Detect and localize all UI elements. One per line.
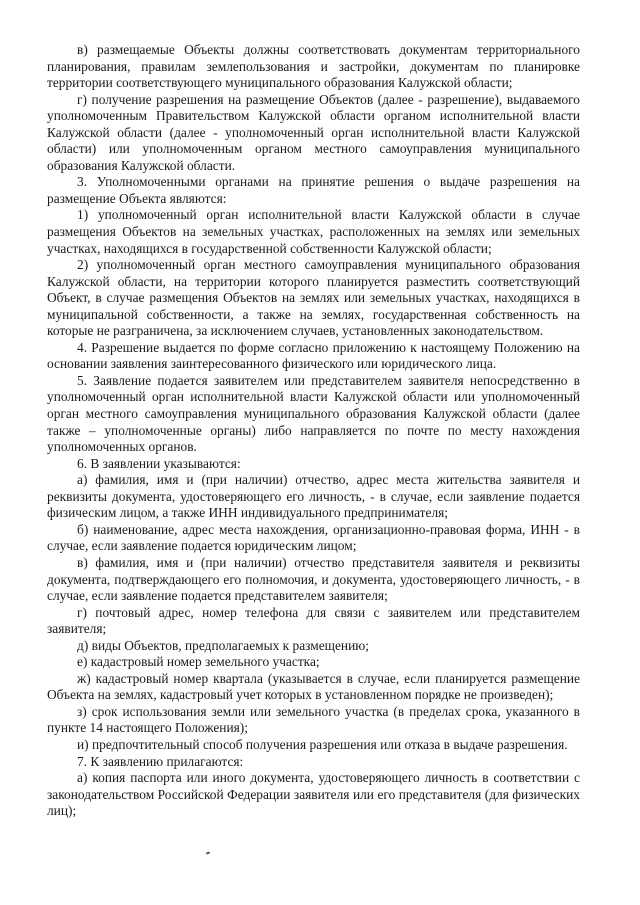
document-page xyxy=(47,42,580,820)
paragraph-6-application-contents: 6. В заявлении указываются: xyxy=(77,455,241,471)
paragraph-6-a-individual: а) фамилия, имя и (при наличии) отчество, адрес места жительства заявителя и реквизиты документа, удостоверяющего его личность, - в случае, если заявление подается физическим лицом, а также ИНН индивидуального предпринимателя; xyxy=(47,472,580,521)
paragraph-6-v-representative: в) фамилия, имя и (при наличии) отчество представителя заявителя и реквизиты документа, подтверждающего его полномочия, и документа, удостоверяющего личность, - в случае, если заявление подается представителем заявителя; xyxy=(47,554,580,604)
paragraph-3-2-municipal-body: 2) уполномоченный орган местного самоуправления муниципального образования Калужской области, на территории которого планируется разместить соответствующий Объект, в случае размещения Объектов на землях или земельных участках, находящихся в муниципальной собственности, а также на землях, государственная собственность на которые не разграничена, за исключением случаев, установленных законодательством. xyxy=(47,257,580,339)
paragraph-3-1-regional-body: 1) уполномоченный орган исполнительной власти Калужской области в случае размещения Объектов на земельных участках, расположенных на землях или земельных участках, находящихся в государственной собственности Калужской области; xyxy=(47,207,580,256)
paragraph-v-objects-compliance: в) размещаемые Объекты должны соответствовать документам территориального планирования, правилам землепользования и застройки, документам по планировке территории соответствующего муниципального образования Калужской области; xyxy=(47,42,580,91)
paragraph-6-zh-cadastral-quarter: ж) кадастровый номер квартала (указывается в случае, если планируется размещение Объекта на землях, кадастровый учет которых в установленном порядке не произведен); xyxy=(47,670,580,703)
paragraph-6-i-delivery-method: и) предпочтительный способ получения разрешения или отказа в выдаче разрешения. xyxy=(77,736,568,752)
paragraph-6-d-object-types: д) виды Объектов, предполагаемых к размещению; xyxy=(77,637,369,653)
paragraph-4-permit-form: 4. Разрешение выдается по форме согласно приложению к настоящему Положению на основании заявления заинтересованного физического или юридического лица. xyxy=(47,339,580,372)
paragraph-7-a-passport-copy: а) копия паспорта или иного документа, удостоверяющего личность в соответствии с законодательством Российской Федерации заявителя или его представителя (для физических лиц); xyxy=(47,770,580,819)
paragraph-5-application-submission: 5. Заявление подается заявителем или представителем заявителя непосредственно в уполномоченный орган исполнительной власти Калужской области или уполномоченный орган местного самоуправления муниципального образования Калужской области (далее также – уполномоченные органы) либо направляется по почте по месту нахождения уполномоченных органов. xyxy=(47,372,580,455)
paragraph-6-e-cadastral-number: е) кадастровый номер земельного участка; xyxy=(77,654,320,670)
paragraph-3-authorized-bodies: 3. Уполномоченными органами на принятие решения о выдаче разрешения на размещение Объекта являются: xyxy=(47,174,580,206)
paragraph-6-g-contacts: г) почтовый адрес, номер телефона для связи с заявителем или представителем заявителя; xyxy=(47,604,580,637)
paragraph-6-z-usage-term: з) срок использования земли или земельного участка (в пределах срока, указанного в пункте 14 настоящего Положения); xyxy=(47,703,580,736)
paragraph-6-b-legal-entity: б) наименование, адрес места нахождения, организационно-правовая форма, ИНН - в случае, если заявление подается юридическим лицом; xyxy=(47,521,580,554)
scan-speck xyxy=(206,851,210,854)
paragraph-g-permit: г) получение разрешения на размещение Объектов (далее - разрешение), выдаваемого уполномоченным Правительством Калужской области органом исполнительной власти Калужской области (далее - уполномоченный орган исполнительной власти Калужской области) или уполномоченным органом местного самоуправления муниципального образования Калужской области. xyxy=(47,91,580,173)
paragraph-7-attachments: 7. К заявлению прилагаются: xyxy=(77,753,244,769)
